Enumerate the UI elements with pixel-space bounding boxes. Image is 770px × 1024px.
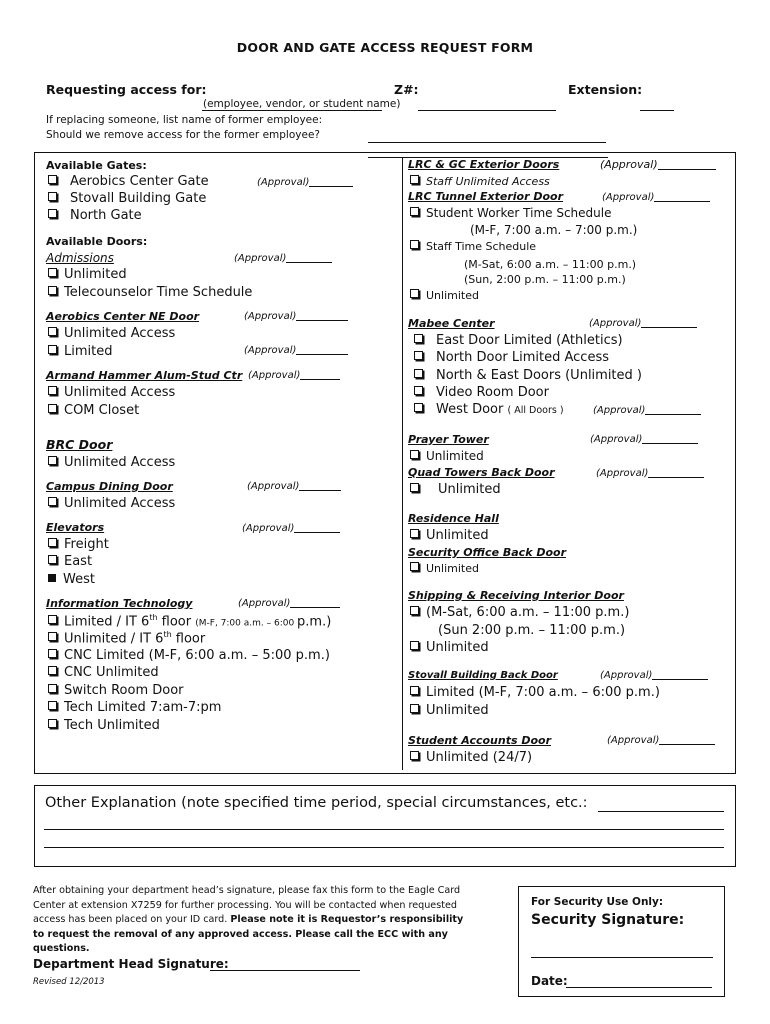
checkbox-icon[interactable]	[48, 555, 57, 564]
checkbox-icon[interactable]	[48, 386, 57, 395]
available-gates-heading: Available Gates:	[46, 159, 147, 172]
checkbox-icon[interactable]	[48, 456, 57, 465]
mabee-west-door[interactable]: West Door ( All Doors )	[414, 402, 564, 417]
extension-label: Extension:	[568, 82, 643, 97]
explanation-line-3[interactable]	[44, 847, 724, 848]
admissions-heading: Admissions	[46, 251, 114, 265]
prayer-unlimited[interactable]: Unlimited	[410, 449, 484, 463]
checkbox-icon[interactable]	[410, 704, 419, 713]
admissions-unlimited[interactable]: Unlimited	[48, 267, 127, 282]
dept-head-signature-label: Department Head Signature:	[33, 957, 229, 971]
checkbox-icon[interactable]	[414, 351, 423, 360]
elevator-freight[interactable]: Freight	[48, 537, 109, 552]
tunnel-student-hours: (M-F, 7:00 a.m. – 7:00 p.m.)	[470, 223, 638, 237]
checkbox-icon[interactable]	[48, 345, 57, 354]
dining-unlimited[interactable]: Unlimited Access	[48, 496, 175, 511]
approval-admissions: (Approval)	[234, 253, 332, 264]
remove-access-label: Should we remove access for the former employee?	[46, 129, 320, 141]
checkbox-icon[interactable]	[414, 386, 423, 395]
mabee-north-east[interactable]: North & East Doors (Unlimited )	[414, 368, 642, 383]
tunnel-unlimited[interactable]: Unlimited	[410, 289, 479, 302]
checkbox-icon[interactable]	[410, 175, 419, 184]
checkbox-icon[interactable]	[410, 751, 419, 760]
security-signature-field[interactable]	[531, 957, 713, 958]
approval-mabee: (Approval)	[589, 318, 697, 329]
checkbox-icon[interactable]	[48, 684, 57, 693]
checkbox-icon[interactable]	[414, 403, 423, 412]
checkbox-icon[interactable]	[410, 641, 419, 650]
checkbox-icon[interactable]	[48, 701, 57, 710]
checkbox-icon[interactable]	[48, 209, 57, 218]
footer-instructions: After obtaining your department head’s signature, please fax this form to the Eagle Card Center at extension X7259 for further processing. You will be contacted when requested access has been placed on your ID card. Please note it is Requestor’s responsibility to request the removal of any approved access. Please call the ECC with any questions.	[33, 885, 464, 954]
tunnel-heading: LRC Tunnel Exterior Door	[408, 190, 564, 203]
aerobics-heading: Aerobics Center NE Door	[46, 310, 200, 323]
gate-north[interactable]: North Gate	[48, 208, 142, 223]
checkbox-icon[interactable]	[410, 450, 419, 459]
checkbox-icon[interactable]	[410, 483, 419, 492]
checkbox-icon[interactable]	[48, 666, 57, 675]
checkbox-icon[interactable]	[48, 615, 57, 624]
approval-aerobics-limited: (Approval)	[244, 345, 348, 356]
shipping-unlimited[interactable]: Unlimited	[410, 640, 489, 655]
it-tech-unlimited[interactable]: Tech Unlimited	[48, 718, 160, 733]
gate-stovall[interactable]: Stovall Building Gate	[48, 191, 206, 206]
quad-heading: Quad Towers Back Door	[408, 466, 555, 479]
security-date-label: Date:	[531, 974, 568, 988]
approval-it: (Approval)	[238, 598, 340, 609]
checkbox-icon[interactable]	[48, 649, 57, 658]
approval-gates: (Approval)	[257, 177, 353, 188]
explanation-line-1[interactable]	[598, 811, 724, 812]
approval-mabee-west: (Approval)	[593, 405, 701, 416]
tunnel-staff-hours: (M-Sat, 6:00 a.m. – 11:00 p.m.)	[464, 258, 637, 271]
approval-elevators: (Approval)	[242, 523, 340, 534]
checkbox-icon[interactable]	[410, 562, 419, 571]
lrc-staff-unlimited[interactable]: Staff Unlimited Access	[410, 175, 550, 188]
dining-heading: Campus Dining Door	[46, 480, 173, 493]
z-number-label: Z#:	[394, 82, 419, 97]
checkbox-icon[interactable]	[48, 632, 57, 641]
it-tech-limited[interactable]: Tech Limited 7:am-7:pm	[48, 700, 221, 715]
name-hint: (employee, vendor, or student name)	[203, 98, 401, 110]
checkbox-icon[interactable]	[414, 334, 423, 343]
elevator-west[interactable]: West	[48, 572, 95, 587]
shipping-heading: Shipping & Receiving Interior Door	[408, 589, 624, 602]
checkbox-icon[interactable]	[410, 529, 419, 538]
tunnel-staff-sunday: (Sun, 2:00 p.m. – 11:00 p.m.)	[464, 273, 626, 286]
brc-heading: BRC Door	[46, 437, 113, 452]
aerobics-limited[interactable]: Limited	[48, 344, 112, 359]
checkbox-icon[interactable]	[48, 192, 57, 201]
quad-unlimited[interactable]: Unlimited	[410, 482, 501, 497]
armand-com-closet[interactable]: COM Closet	[48, 403, 139, 418]
security-signature-label: Security Signature:	[531, 912, 685, 928]
tunnel-staff[interactable]: Staff Time Schedule	[410, 240, 536, 253]
approval-lrc: (Approval)	[600, 158, 716, 171]
accounts-unlimited[interactable]: Unlimited (24/7)	[410, 750, 532, 765]
checkbox-icon[interactable]	[48, 538, 57, 547]
aerobics-unlimited[interactable]: Unlimited Access	[48, 326, 175, 341]
tunnel-student-worker[interactable]: Student Worker Time Schedule	[410, 206, 611, 220]
armand-unlimited[interactable]: Unlimited Access	[48, 385, 175, 400]
checkbox-icon[interactable]	[410, 207, 419, 216]
it-cnc-unlimited[interactable]: CNC Unlimited	[48, 665, 159, 680]
elevator-east[interactable]: East	[48, 554, 92, 569]
accounts-heading: Student Accounts Door	[408, 734, 552, 747]
z-number-field[interactable]	[418, 94, 556, 113]
revised-date: Revised 12/2013	[33, 977, 105, 987]
approval-dining: (Approval)	[247, 481, 341, 492]
residence-heading: Residence Hall	[408, 512, 499, 525]
extension-field[interactable]	[640, 94, 674, 113]
stovall-limited[interactable]: Limited (M-F, 7:00 a.m. – 6:00 p.m.)	[410, 685, 660, 700]
it-switch-room[interactable]: Switch Room Door	[48, 683, 184, 698]
armand-heading: Armand Hammer Alum-Stud Ctr	[46, 369, 243, 382]
checkbox-icon[interactable]	[48, 327, 57, 336]
it-limited[interactable]: Limited / IT 6th floor (M-F, 7:00 a.m. – 6:00 p.m.)	[48, 613, 331, 629]
lrc-heading: LRC & GC Exterior Doors	[408, 158, 560, 171]
requesting-access-label: Requesting access for:	[46, 82, 207, 97]
approval-tunnel: (Approval)	[602, 192, 710, 203]
checkbox-icon[interactable]	[48, 286, 57, 295]
checkbox-icon[interactable]	[414, 369, 423, 378]
approval-stovall: (Approval)	[600, 670, 708, 681]
mabee-east-door[interactable]: East Door Limited (Athletics)	[414, 333, 623, 348]
mabee-north-door[interactable]: North Door Limited Access	[414, 350, 609, 365]
elevators-heading: Elevators	[46, 521, 105, 534]
checkbox-icon[interactable]	[410, 606, 419, 615]
approval-accounts: (Approval)	[607, 735, 715, 746]
brc-unlimited[interactable]: Unlimited Access	[48, 455, 175, 470]
column-divider	[402, 158, 403, 770]
mabee-video-room[interactable]: Video Room Door	[414, 385, 549, 400]
checkbox-icon[interactable]	[48, 268, 57, 277]
approval-prayer: (Approval)	[590, 434, 698, 445]
it-cnc-limited[interactable]: CNC Limited (M-F, 6:00 a.m. – 5:00 p.m.)	[48, 648, 330, 663]
it-heading: Information Technology	[46, 597, 193, 610]
admissions-telecounselor[interactable]: Telecounselor Time Schedule	[48, 285, 252, 300]
security-unlimited[interactable]: Unlimited	[410, 562, 479, 575]
available-doors-heading: Available Doors:	[46, 235, 148, 248]
security-use-label: For Security Use Only:	[531, 896, 664, 908]
approval-armand: (Approval)	[248, 370, 340, 381]
checkbox-icon[interactable]	[410, 289, 419, 298]
explanation-label: Other Explanation (note specified time period, special circumstances, etc.:	[45, 795, 588, 811]
approval-quad: (Approval)	[596, 468, 704, 479]
security-heading: Security Office Back Door	[408, 546, 567, 559]
dept-head-signature-field[interactable]	[210, 970, 360, 971]
checkbox-icon[interactable]	[48, 175, 57, 184]
explanation-line-2[interactable]	[44, 829, 724, 830]
replacing-label: If replacing someone, list name of former employee:	[46, 114, 323, 126]
approval-aerobics: (Approval)	[244, 311, 348, 322]
gate-aerobics[interactable]: Aerobics Center Gate	[48, 174, 209, 189]
security-date-field[interactable]	[566, 987, 712, 988]
checkbox-icon[interactable]	[410, 686, 419, 695]
stovall-heading: Stovall Building Back Door	[408, 670, 558, 681]
checkbox-icon[interactable]	[48, 719, 57, 728]
checkbox-icon[interactable]	[48, 497, 57, 506]
residence-unlimited[interactable]: Unlimited	[410, 528, 489, 543]
shipping-sunday: (Sun 2:00 p.m. – 11:00 p.m.)	[438, 623, 626, 638]
form-title: DOOR AND GATE ACCESS REQUEST FORM	[236, 40, 534, 55]
stovall-unlimited[interactable]: Unlimited	[410, 703, 489, 718]
it-unlimited[interactable]: Unlimited / IT 6th floor	[48, 630, 205, 646]
shipping-schedule[interactable]: (M-Sat, 6:00 a.m. – 11:00 p.m.)	[410, 605, 629, 620]
mabee-heading: Mabee Center	[408, 317, 495, 330]
checkbox-icon[interactable]	[410, 240, 419, 249]
prayer-heading: Prayer Tower	[408, 433, 489, 446]
checkbox-icon[interactable]	[48, 404, 57, 413]
checkbox-filled-icon[interactable]	[48, 574, 56, 582]
